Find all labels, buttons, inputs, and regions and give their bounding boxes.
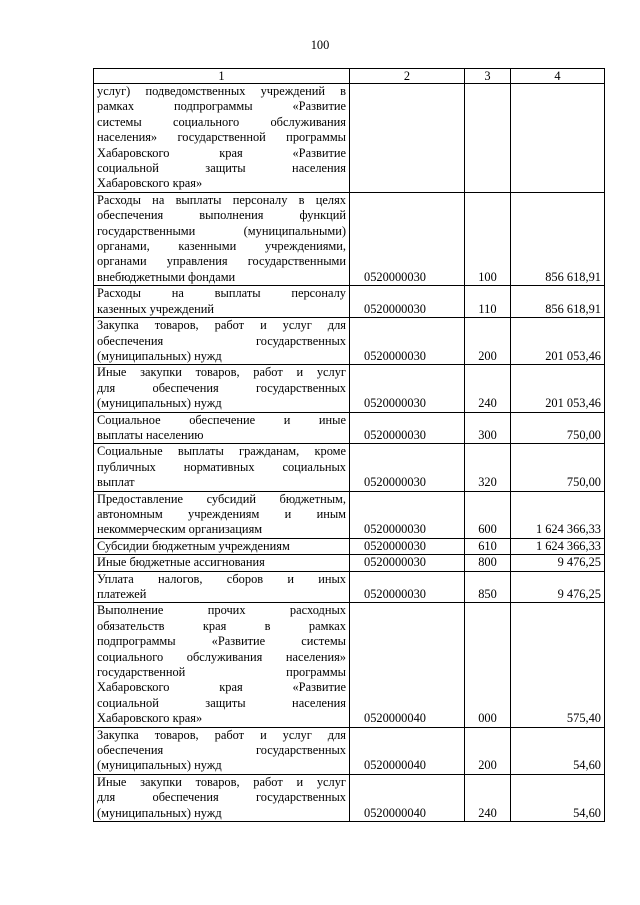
row-name-line: (муниципальных) нужд	[97, 805, 222, 820]
row-name-cell	[94, 412, 350, 444]
table-row	[94, 774, 605, 821]
row-vr-cell: 240	[465, 365, 511, 412]
row-sum-cell: 1 624 366,33	[511, 538, 605, 554]
row-sum-cell: 750,00	[511, 412, 605, 444]
row-name-line: для обеспечения государственных	[97, 380, 346, 395]
row-name-cell	[94, 555, 350, 571]
row-code-cell: 0520000040	[350, 603, 465, 727]
page-number: 100	[310, 38, 330, 52]
table-row	[94, 412, 605, 444]
row-vr-cell: 110	[465, 286, 511, 318]
row-name-line: социального обслуживания населения»	[97, 649, 346, 664]
row-vr-cell: 800	[465, 555, 511, 571]
table-row	[94, 571, 605, 603]
row-sum-cell: 9 476,25	[511, 555, 605, 571]
row-name-line: органами управления государственными	[97, 254, 346, 269]
table-row	[94, 538, 605, 554]
row-sum-cell: 1 624 366,33	[511, 491, 605, 538]
row-vr-cell: 240	[465, 774, 511, 821]
table-row	[94, 444, 605, 491]
table-header-row	[94, 69, 605, 84]
row-name-line: обеспечения государственных	[97, 743, 346, 758]
budget-table	[93, 68, 605, 822]
row-name-line: подпрограммы «Развитие системы	[97, 634, 346, 649]
row-sum-cell: 54,60	[511, 774, 605, 821]
row-name-cell	[94, 603, 350, 727]
row-name-line: платежей	[97, 587, 147, 601]
row-name-cell	[94, 491, 350, 538]
row-name-line: Закупка товаров, работ и услуг для	[97, 318, 346, 333]
row-vr-cell: 000	[465, 603, 511, 727]
row-name-line: органами, казенными учреждениями,	[97, 239, 346, 254]
row-vr-cell	[465, 84, 511, 193]
row-vr-cell: 850	[465, 571, 511, 603]
column-header-vr: 3	[465, 69, 511, 84]
row-name-line: Иные закупки товаров, работ и услуг	[97, 365, 346, 380]
row-name-line: автономным учреждениям и иным	[97, 506, 346, 521]
row-sum-cell: 750,00	[511, 444, 605, 491]
row-name-line: системы социального обслуживания	[97, 114, 346, 129]
row-vr-cell: 610	[465, 538, 511, 554]
table-row	[94, 491, 605, 538]
row-code-cell: 0520000040	[350, 727, 465, 774]
row-name-line: обеспечения выполнения функций	[97, 208, 346, 223]
row-vr-cell: 600	[465, 491, 511, 538]
row-code-cell: 0520000030	[350, 571, 465, 603]
row-name-cell	[94, 774, 350, 821]
row-sum-cell: 9 476,25	[511, 571, 605, 603]
row-name-line: услуг) подведомственных учреждений в	[97, 84, 346, 98]
row-name-line: социальной защиты населения	[97, 695, 346, 710]
row-name-line: социальной защиты населения	[97, 161, 346, 176]
row-name-line: Хабаровского края «Развитие	[97, 145, 346, 160]
row-sum-cell: 201 053,46	[511, 365, 605, 412]
table-row	[94, 318, 605, 365]
row-name-cell	[94, 84, 350, 193]
row-code-cell: 0520000030	[350, 444, 465, 491]
row-code-cell: 0520000030	[350, 555, 465, 571]
row-sum-cell: 575,40	[511, 603, 605, 727]
row-name-line: Хабаровского края «Развитие	[97, 680, 346, 695]
table-row	[94, 84, 605, 193]
row-name-line: Социальные выплаты гражданам, кроме	[97, 444, 346, 459]
column-header-sum: 4	[511, 69, 605, 84]
row-code-cell: 0520000030	[350, 365, 465, 412]
row-name-cell	[94, 727, 350, 774]
row-name-line: выплат	[97, 475, 135, 490]
row-code-cell: 0520000030	[350, 192, 465, 285]
row-sum-cell: 856 618,91	[511, 286, 605, 318]
row-name-cell	[94, 192, 350, 285]
row-code-cell: 0520000030	[350, 538, 465, 554]
row-name-line: Уплата налогов, сборов и иных	[97, 571, 346, 586]
row-name-cell	[94, 538, 350, 554]
row-name-line: (муниципальных) нужд	[97, 758, 222, 773]
column-header-code: 2	[350, 69, 465, 84]
row-code-cell: 0520000030	[350, 412, 465, 444]
row-vr-cell: 200	[465, 318, 511, 365]
row-vr-cell: 320	[465, 444, 511, 491]
row-name-line: Предоставление субсидий бюджетным,	[97, 491, 346, 506]
row-name-line: Иные бюджетные ассигнования	[97, 555, 265, 570]
row-name-line: Иные закупки товаров, работ и услуг	[97, 774, 346, 789]
row-name-line: Субсидии бюджетным учреждениям	[97, 538, 290, 553]
table-row	[94, 603, 605, 727]
table-row	[94, 727, 605, 774]
row-name-cell	[94, 318, 350, 365]
table-row	[94, 555, 605, 571]
row-sum-cell: 201 053,46	[511, 318, 605, 365]
row-name-cell	[94, 444, 350, 491]
row-name-line: (муниципальных) нужд	[97, 348, 222, 363]
row-name-line: Социальное обеспечение и иные	[97, 412, 346, 427]
row-name-line: Хабаровского края»	[97, 176, 203, 191]
table-row	[94, 192, 605, 285]
table-row	[94, 286, 605, 318]
row-name-line: обеспечения государственных	[97, 333, 346, 348]
row-name-line: обязательств края в рамках	[97, 618, 346, 633]
table-row	[94, 365, 605, 412]
row-vr-cell: 200	[465, 727, 511, 774]
row-name-line: для обеспечения государственных	[97, 790, 346, 805]
row-name-line: населения» государственной программы	[97, 130, 346, 145]
row-code-cell: 0520000030	[350, 318, 465, 365]
row-name-line: государственной программы	[97, 665, 346, 680]
row-name-cell	[94, 365, 350, 412]
row-sum-cell: 856 618,91	[511, 192, 605, 285]
row-sum-cell: 54,60	[511, 727, 605, 774]
row-name-line: (муниципальных) нужд	[97, 396, 222, 411]
row-name-cell	[94, 571, 350, 603]
row-name-line: Выполнение прочих расходных	[97, 603, 346, 618]
row-sum-cell	[511, 84, 605, 193]
row-name-line: публичных нормативных социальных	[97, 459, 346, 474]
row-code-cell: 0520000030	[350, 286, 465, 318]
row-name-line: выплаты населению	[97, 427, 204, 442]
row-name-line: Расходы на выплаты персоналу	[97, 286, 346, 301]
row-code-cell: 0520000030	[350, 491, 465, 538]
row-code-cell	[350, 84, 465, 193]
row-name-line: казенных учреждений	[97, 301, 214, 316]
row-name-line: рамках подпрограммы «Развитие	[97, 99, 346, 114]
row-vr-cell: 300	[465, 412, 511, 444]
row-vr-cell: 100	[465, 192, 511, 285]
row-name-line: Закупка товаров, работ и услуг для	[97, 727, 346, 742]
row-code-cell: 0520000040	[350, 774, 465, 821]
row-name-line: Расходы на выплаты персоналу в целях	[97, 192, 346, 207]
row-name-cell	[94, 286, 350, 318]
row-name-line: некоммерческим организациям	[97, 522, 263, 537]
row-name-line: Хабаровского края»	[97, 711, 203, 726]
row-name-line: государственными (муниципальными)	[97, 223, 346, 238]
column-header-name: 1	[94, 69, 350, 84]
row-name-line: внебюджетными фондами	[97, 269, 236, 284]
